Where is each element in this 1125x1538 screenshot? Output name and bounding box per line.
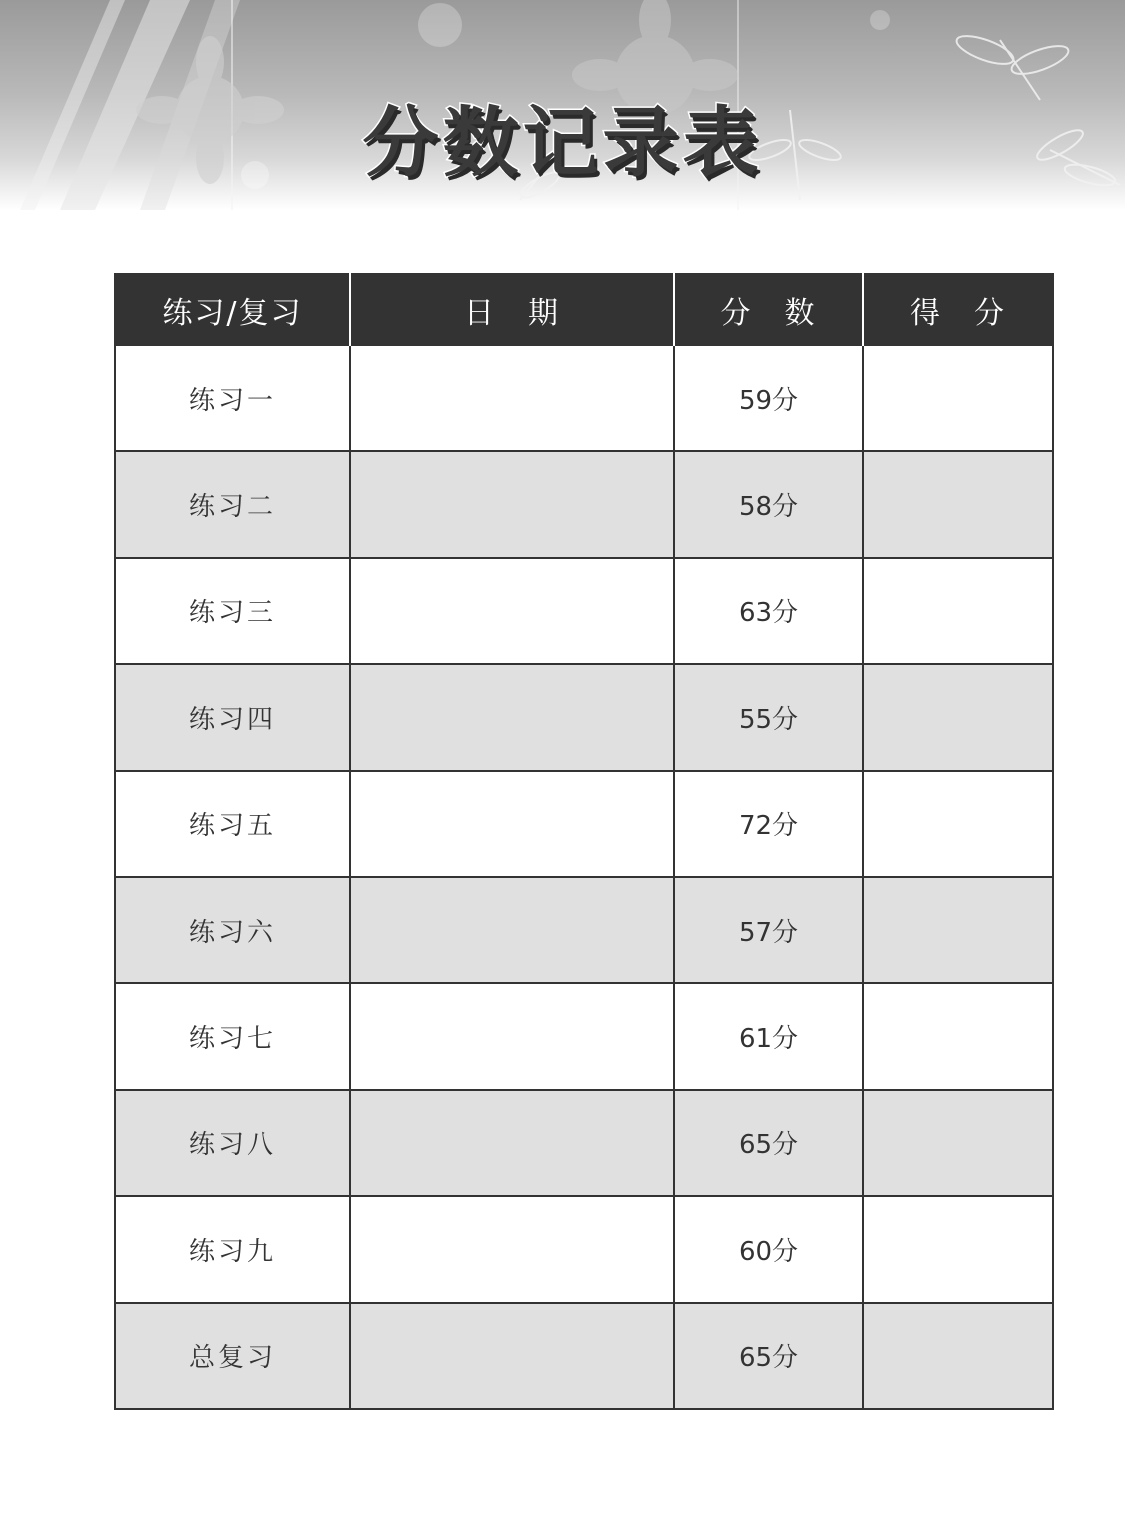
exercise-name-cell: 练习七 bbox=[115, 983, 350, 1089]
earned-cell[interactable] bbox=[863, 983, 1053, 1089]
exercise-name-cell: 练习五 bbox=[115, 771, 350, 877]
table-row bbox=[115, 771, 1053, 877]
table-row bbox=[115, 877, 1053, 983]
date-cell[interactable] bbox=[350, 983, 674, 1089]
score-cell: 65分 bbox=[674, 1090, 863, 1196]
exercise-name-cell: 练习九 bbox=[115, 1196, 350, 1302]
exercise-name-cell: 练习二 bbox=[115, 451, 350, 557]
date-cell[interactable] bbox=[350, 558, 674, 664]
column-header-exercise: 练习/复习 bbox=[115, 274, 350, 345]
table-row bbox=[115, 345, 1053, 451]
column-header-earned: 得 分 bbox=[863, 274, 1053, 345]
exercise-name-cell: 练习四 bbox=[115, 664, 350, 770]
score-cell: 65分 bbox=[674, 1303, 863, 1409]
date-cell[interactable] bbox=[350, 771, 674, 877]
earned-cell[interactable] bbox=[863, 451, 1053, 557]
score-cell: 58分 bbox=[674, 451, 863, 557]
earned-cell[interactable] bbox=[863, 1303, 1053, 1409]
exercise-name-cell: 练习一 bbox=[115, 345, 350, 451]
exercise-name-cell: 练习八 bbox=[115, 1090, 350, 1196]
earned-cell[interactable] bbox=[863, 877, 1053, 983]
score-cell: 59分 bbox=[674, 345, 863, 451]
score-cell: 55分 bbox=[674, 664, 863, 770]
exercise-name-cell: 总复习 bbox=[115, 1303, 350, 1409]
date-cell[interactable] bbox=[350, 664, 674, 770]
score-record-table bbox=[114, 273, 1054, 1410]
table-header-row bbox=[115, 274, 1053, 345]
column-header-score: 分 数 bbox=[674, 274, 863, 345]
date-cell[interactable] bbox=[350, 451, 674, 557]
earned-cell[interactable] bbox=[863, 345, 1053, 451]
score-cell: 63分 bbox=[674, 558, 863, 664]
table-row bbox=[115, 1303, 1053, 1409]
table-row bbox=[115, 1196, 1053, 1302]
header-banner bbox=[0, 0, 1125, 210]
score-cell: 60分 bbox=[674, 1196, 863, 1302]
table-row bbox=[115, 1090, 1053, 1196]
date-cell[interactable] bbox=[350, 1196, 674, 1302]
score-cell: 57分 bbox=[674, 877, 863, 983]
date-cell[interactable] bbox=[350, 345, 674, 451]
score-cell: 61分 bbox=[674, 983, 863, 1089]
table-row bbox=[115, 451, 1053, 557]
earned-cell[interactable] bbox=[863, 1196, 1053, 1302]
date-cell[interactable] bbox=[350, 1303, 674, 1409]
earned-cell[interactable] bbox=[863, 1090, 1053, 1196]
column-header-date: 日 期 bbox=[350, 274, 674, 345]
table-row bbox=[115, 558, 1053, 664]
date-cell[interactable] bbox=[350, 1090, 674, 1196]
earned-cell[interactable] bbox=[863, 664, 1053, 770]
page-title: 分数记录表 bbox=[362, 98, 763, 187]
table-row bbox=[115, 664, 1053, 770]
date-cell[interactable] bbox=[350, 877, 674, 983]
earned-cell[interactable] bbox=[863, 771, 1053, 877]
exercise-name-cell: 练习三 bbox=[115, 558, 350, 664]
score-cell: 72分 bbox=[674, 771, 863, 877]
earned-cell[interactable] bbox=[863, 558, 1053, 664]
table-row bbox=[115, 983, 1053, 1089]
exercise-name-cell: 练习六 bbox=[115, 877, 350, 983]
